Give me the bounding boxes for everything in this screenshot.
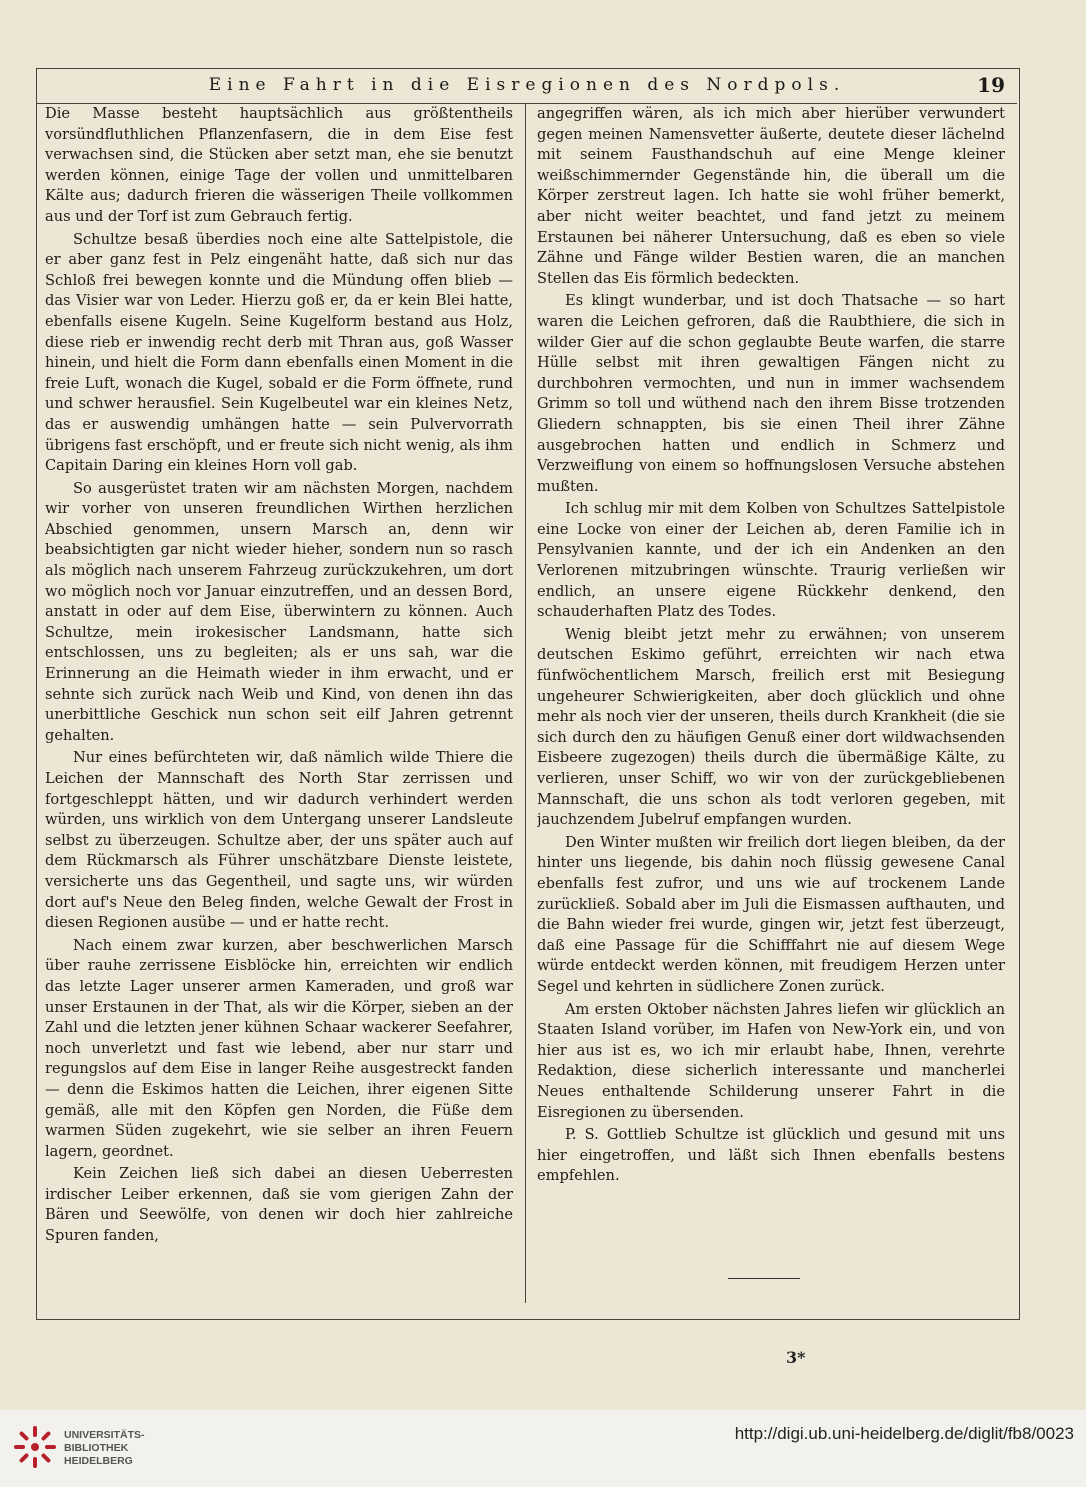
paragraph: Die Masse besteht hauptsächlich aus größtentheils vorsündfluthlichen Pflanzenfasern, die in dem Eise fest verwachsen sind, die Stücken aber setzt man, ehe sie benutzt werden können, einige Tage der vollen und unmittelbaren Kälte aus; dadurch frieren die wässerigen Theile vollkommen aus und der Torf ist zum Gebrauch fertig. — [45, 105, 513, 225]
postscript: P. S. Gottlieb Schultze ist glücklich und gesund mit uns hier eingetroffen, und läßt sich Ihnen ebenfalls bestens empfehlen. — [537, 1126, 1005, 1185]
header-title: Eine Fahrt in die Eisregionen des Nordpols. — [208, 75, 846, 95]
paragraph: angegriffen wären, als ich mich aber hierüber verwundert gegen meinen Namensvetter äußerte, deutete dieser lächelnd mit seinem Fausthandschuh auf eine Menge kleiner weißschimmernder Gegenstände hin, die überall um die Körper zerstreut lagen. Ich hatte sie wohl früher bemerkt, aber nicht weiter beachtet, und fand jetzt zu meinem Erstaunen bei näherer Untersuchung, daß es eben so viele Zähne und Fänge wilder Bestien waren, die an manchen Stellen das Eis förmlich bedeckten. — [537, 105, 1005, 287]
paragraph: Kein Zeichen ließ sich dabei an diesen Ueberresten irdischer Leiber erkennen, daß sie vom gierigen Zahn der Bären und Seewölfe, von denen wir doch hier zahlreiche Spuren fanden, — [45, 1165, 513, 1245]
paragraph: Am ersten Oktober nächsten Jahres liefen wir glücklich an Staaten Island vorüber, im Hafen von New-York ein, und von hier aus ist es, wo ich mir erlaubt habe, Ihnen, verehrte Redaktion, diese sicherlich interessante und mancherlei Neues enthaltende Schilderung unserer Fahrt in die Eisregionen zu übersenden. — [537, 1000, 1005, 1121]
paragraph: Ich schlug mir mit dem Kolben von Schultzes Sattelpistole eine Locke von einer der Leichen ab, deren Familie ich in Pensylvanien kannte, und der ich ein Andenken an den Verlorenen mitzubringen wünschte. Traurig verließen wir endlich, an unsere eigene Rückkehr denkend, den schauderhaften Platz des Todes. — [537, 500, 1005, 621]
end-rule — [728, 1278, 800, 1279]
paragraph: Schultze besaß überdies noch eine alte Sattelpistole, die er aber ganz fest in Pelz eingenäht hatte, daß sich nur das Schloß frei bewegen konnte und die Mündung offen blieb — das Visier war von Leder. Hierzu goß er, da er kein Blei hatte, ebenfalls eisene Kugeln. Seine Kugelform bestand aus Holz, diese rieb er inwendig recht derb mit Thran aus, goß Wasser hinein, und hielt die Form dann ebenfalls einen Moment in die freie Luft, wonach die Kugel, sobald er die Form öffnete, rund und schwer herausfiel. Sein Kugelbeutel war ein kleines Netz, das er auswendig umhängen hatte — sein Pulvervorrath übrigens fast erschöpft, und er freute sich nicht wenig, als ihm Capitain Daring ein kleines Horn voll gab. — [45, 230, 513, 475]
left-column — [45, 104, 513, 1304]
column-divider — [525, 103, 526, 1303]
library-name-line: UNIVERSITÄTS- — [64, 1429, 145, 1441]
library-name-line: HEIDELBERG — [64, 1455, 133, 1467]
paragraph: Nach einem zwar kurzen, aber beschwerlichen Marsch über rauhe zerrissene Eisblöcke hin, erreichten wir endlich das letzte Lager unserer armen Kameraden, und groß war unser Erstaunen in der That, als wir die Körper, sieben an der Zahl und die letzten jener kühnen Schaar wackerer Seefahrer, noch unverletzt und fast wie lebend, aber nur starr und regungslos auf dem Eise in langer Reihe ausgestreckt fanden — denn die Eskimos hatten die Leichen, ihrer eigenen Sitte gemäß, alle mit den Köpfen gen Norden, die Füße dem warmen Süden zugekehrt, wie sie selber an ihren Feuern lagern, geordnet. — [45, 936, 513, 1160]
signature-mark: 3* — [786, 1348, 806, 1367]
university-logo-icon — [12, 1424, 58, 1470]
library-name-line: BIBLIOTHEK — [64, 1442, 129, 1454]
running-header — [37, 69, 1017, 104]
page-number: 19 — [977, 73, 1005, 97]
paragraph: Es klingt wunderbar, und ist doch Thatsache — so hart waren die Leichen gefroren, daß die Raubthiere, die sich in wilder Gier auf die schon geglaubte Beute warfen, die starre Hülle selbst mit ihren gewaltigen Fängen nicht zu durchbohren vermochten, und nun in immer wachsendem Grimm so toll und wüthend nach den ihrem Bisse trotzenden Gliedern schnappten, bis sie einen Theil ihrer Zähne ausgebrochen hatten und endlich in Schmerz und Verzweiflung von einem so hoffnungslosen Versuche abstehen mußten. — [537, 292, 1005, 495]
paragraph: Nur eines befürchteten wir, daß nämlich wilde Thiere die Leichen der Mannschaft des North Star zerrissen und fortgeschleppt hätten, und wir dadurch verhindert werden würden, uns wirklich von dem Untergang unserer Landsleute selbst zu überzeugen. Schultze aber, der uns später auch auf dem Rückmarsch als Führer unschätzbare Dienste leistete, versicherte uns das Gegentheil, und sagte uns, wir würden dort auf's Neue den Beleg finden, welche Gewalt der Frost in diesen Regionen ausübe — und er hatte recht. — [45, 749, 513, 932]
library-name — [64, 1429, 204, 1468]
paragraph: Den Winter mußten wir freilich dort liegen bleiben, da der hinter uns liegende, bis dahin noch flüssig gewesene Canal ebenfalls fest zufror, und uns wie auf trockenem Lande zurückließ. Sobald aber im Juli die Eismassen aufthauten, und die Bahn wieder frei wurde, gingen wir, jetzt fest überzeugt, daß eine Passage für die Schifffahrt nie auf diesem Wege würde entdeckt werden können, mit freudigem Herzen unter Segel und kehrten in südlichere Zonen zurück. — [537, 833, 1005, 995]
paragraph: So ausgerüstet traten wir am nächsten Morgen, nachdem wir vorher von unseren freundlichen Wirthen herzlichen Abschied genommen, unsern Marsch an, denn wir beabsichtigten gar nicht wieder hieher, sondern nun so rasch als möglich nach unserem Fahrzeug zurückzukehren, um dort wo möglich noch vor Januar einzutreffen, und an dessen Bord, anstatt in oder auf dem Eise, überwintern zu können. Auch Schultze, mein irokesischer Landsmann, hatte sich entschlossen, uns zu begleiten; als er uns sah, war die Erinnerung an die Heimath wieder in ihm erwacht, und er sehnte sich zurück nach Weib und Kind, von denen ihn das unerbittliche Geschick nun schon seit eilf Jahren getrennt gehalten. — [45, 479, 513, 744]
viewer-footer — [0, 1410, 1086, 1487]
permalink-url[interactable]: http://digi.ub.uni-heidelberg.de/diglit/fb8/0023 — [734, 1424, 1074, 1443]
paragraph: Wenig bleibt jetzt mehr zu erwähnen; von unserem deutschen Eskimo geführt, erreichten wir nach etwa fünfwöchentlichem Marsch, freilich erst mit Besiegung ungeheurer Schwierigkeiten, aber doch glücklich und ohne mehr als noch vier der unseren, theils durch Krankheit (die sie sich durch den zu häufigen Genuß einer dort wildwachsenden Eisbeere zugezogen) theils durch die übermäßige Kälte, zu verlieren, unser Schiff, wo wir von der zurückgebliebenen Mannschaft, die uns schon als todt verloren gegeben, mit jauchzendem Jubelruf empfangen wurden. — [537, 625, 1005, 829]
right-column — [537, 104, 1005, 1304]
